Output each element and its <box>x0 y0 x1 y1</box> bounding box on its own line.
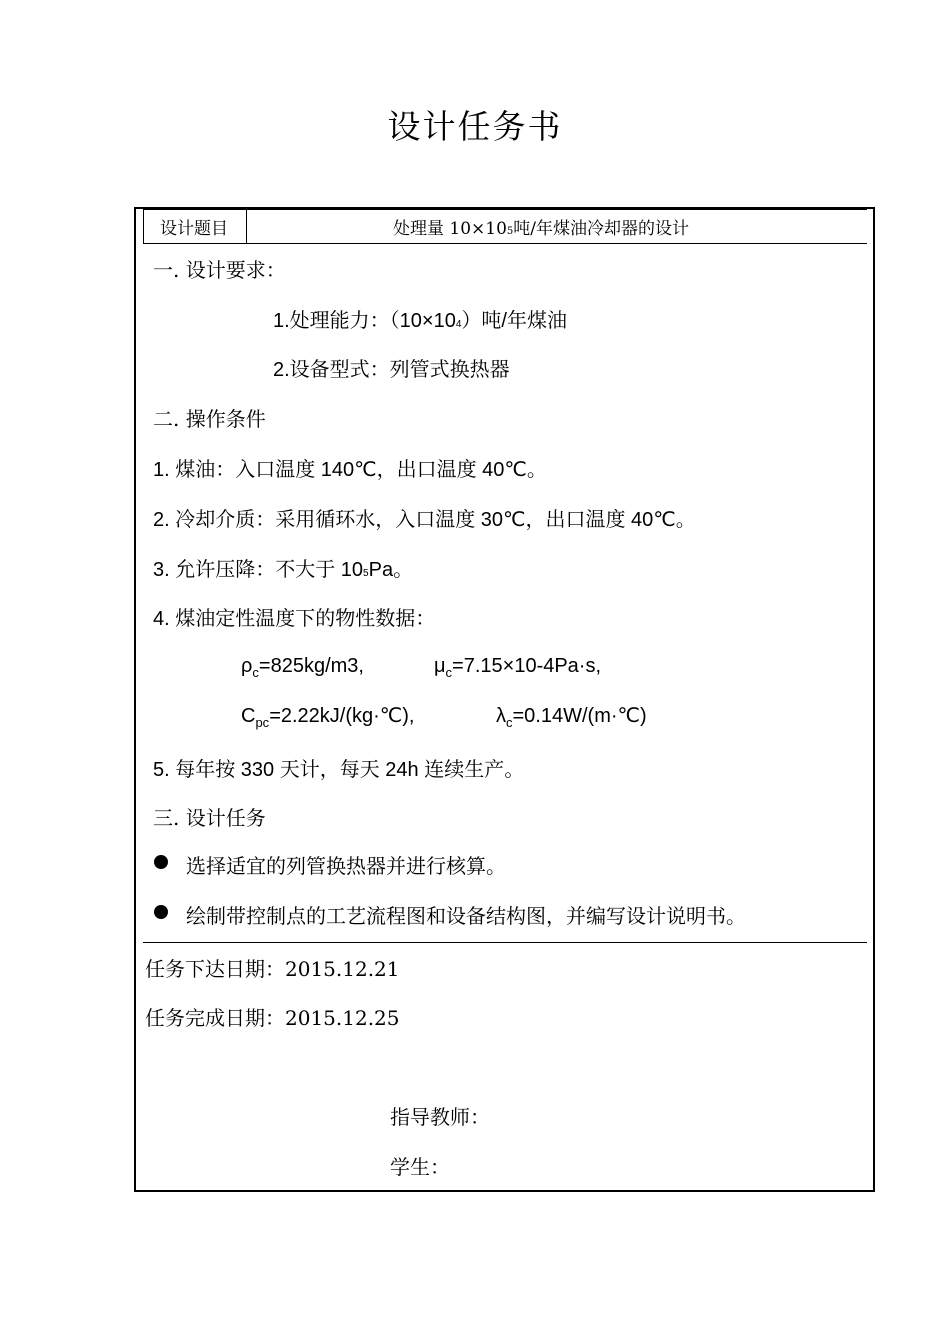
condition-kerosene: 1. 煤油：入口温度 140℃，出口温度 40℃。 <box>153 459 547 481</box>
topic-value: 处理量 10×105吨/年煤油冷却器的设计 <box>393 219 690 239</box>
property-conductivity: $\lambda_c=0.14W/(m\cdot℃)$ <box>496 705 647 730</box>
property-heat-capacity: $C_{pc}=2.22kJ/(kg\cdot℃)$, <box>241 705 415 730</box>
issue-date: 任务下达日期：2015.12.21 <box>145 957 400 981</box>
condition-properties-heading: 4. 煤油定性温度下的物性数据： <box>153 608 436 630</box>
property-viscosity: $\mu_c=7.15\times 10-4Pa\cdot s$, <box>434 655 602 680</box>
header-bottom-rule <box>143 243 867 244</box>
conditions-heading: 二. 操作条件 <box>153 407 266 431</box>
student-signature-label: 学生： <box>390 1155 450 1179</box>
condition-pressure-drop: 3. 允许压降：不大于 105Pa。 <box>153 559 414 581</box>
header-left-rule <box>143 209 144 243</box>
requirements-heading: 一. 设计要求： <box>153 258 286 282</box>
topic-label: 设计题目 <box>160 219 228 239</box>
tasks-heading: 三. 设计任务 <box>153 806 266 830</box>
property-density: $\rho_c=825kg/m3$, <box>241 655 364 680</box>
bullet-icon <box>154 855 168 869</box>
requirement-capacity: 1.处理能力：（10×104）吨/年煤油 <box>273 310 567 332</box>
header-divider <box>246 209 247 243</box>
requirement-equipment: 2.设备型式：列管式换热器 <box>273 359 510 381</box>
task-select-exchanger: 选择适宜的列管换热器并进行核算。 <box>186 854 506 878</box>
condition-operating-time: 5. 每年按 330 天计，每天 24h 连续生产。 <box>153 759 525 781</box>
document-title: 设计任务书 <box>387 107 563 146</box>
bullet-icon <box>154 905 168 919</box>
completion-date: 任务完成日期：2015.12.25 <box>145 1006 400 1030</box>
advisor-signature-label: 指导教师： <box>390 1105 490 1129</box>
header-top-rule <box>143 209 867 210</box>
task-draw-diagrams: 绘制带控制点的工艺流程图和设备结构图，并编写设计说明书。 <box>186 904 746 928</box>
dates-separator-rule <box>143 942 867 943</box>
condition-coolant: 2. 冷却介质：采用循环水，入口温度 30℃，出口温度 40℃。 <box>153 509 696 531</box>
